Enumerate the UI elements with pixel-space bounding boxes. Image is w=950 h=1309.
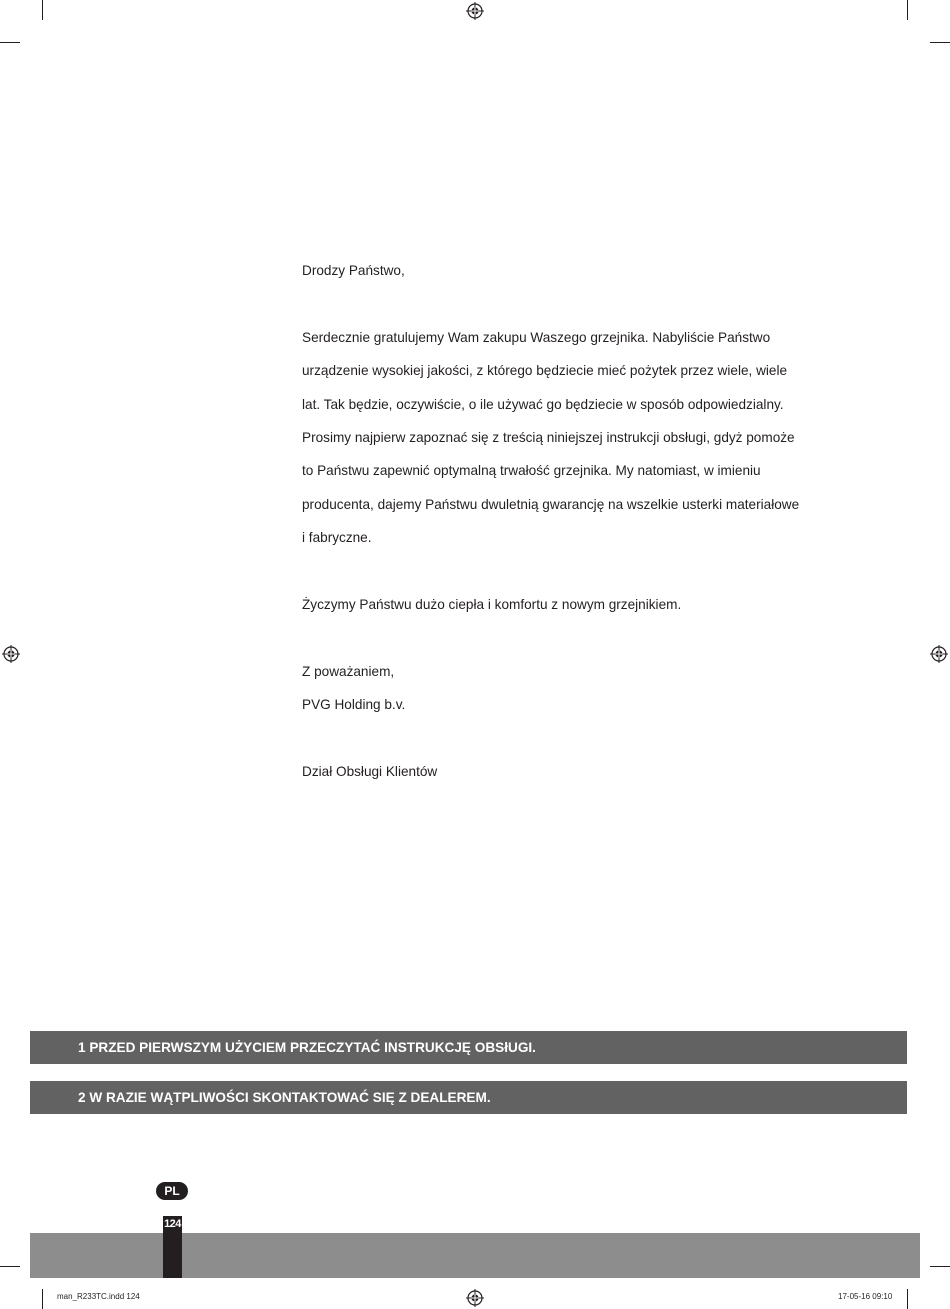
- paragraph-line: Prosimy najpierw zapoznać się z treścią niniejszej instrukcji obsługi, gdyż pomoże: [302, 430, 795, 446]
- paragraph-line: i fabryczne.: [302, 530, 372, 546]
- crop-mark: [0, 42, 20, 43]
- closing: Z poważaniem,: [302, 663, 395, 679]
- page-number: 124: [164, 1218, 181, 1230]
- greeting: Drodzy Państwo,: [302, 263, 405, 278]
- paragraph-line: to Państwu zapewnić optymalną trwałość grzejnika. My natomiast, w imieniu: [302, 463, 761, 479]
- letter-body: [302, 254, 832, 788]
- company-name: PVG Holding b.v.: [302, 697, 406, 713]
- crop-mark: [907, 1289, 908, 1309]
- crop-mark: [0, 1266, 20, 1267]
- paragraph-line: lat. Tak będzie, oczywiście, o ile używać go będziecie w sposób odpowiedzialny.: [302, 396, 784, 412]
- crop-mark: [930, 42, 950, 43]
- registration-mark-icon: [2, 645, 20, 663]
- instruction-banner-2: 2 W RAZIE WĄTPLIWOŚCI SKONTAKTOWAĆ SIĘ Z DEALEREM.: [30, 1081, 907, 1114]
- crop-mark: [907, 0, 908, 20]
- paragraph-line: producenta, dajemy Państwu dwuletnią gwarancję na wszelkie usterki materiałowe: [302, 496, 800, 512]
- paragraph-line: urządzenie wysokiej jakości, z którego będziecie mieć pożytek przez wiele, wiele: [302, 363, 788, 379]
- registration-mark-icon: [466, 1289, 484, 1307]
- registration-mark-icon: [466, 2, 484, 20]
- language-badge: PL: [156, 1182, 188, 1200]
- wishes: Życzymy Państwu dużo ciepła i komfortu z nowym grzejnikiem.: [302, 597, 682, 613]
- crop-mark: [930, 1266, 950, 1267]
- registration-mark-icon: [930, 645, 948, 663]
- paragraph-line: Serdecznie gratulujemy Wam zakupu Waszego grzejnika. Nabyliście Państwo: [302, 329, 771, 345]
- slug-file: man_R233TC.indd 124: [57, 1292, 140, 1301]
- crop-mark: [42, 1289, 43, 1309]
- instruction-banner-1: 1 PRZED PIERWSZYM UŻYCIEM PRZECZYTAĆ INSTRUKCJĘ OBSłUGI.: [30, 1031, 907, 1064]
- department: Dział Obsługi Klientów: [302, 764, 438, 780]
- crop-mark: [42, 0, 43, 20]
- slug-date: 17-05-16 09:10: [838, 1292, 893, 1301]
